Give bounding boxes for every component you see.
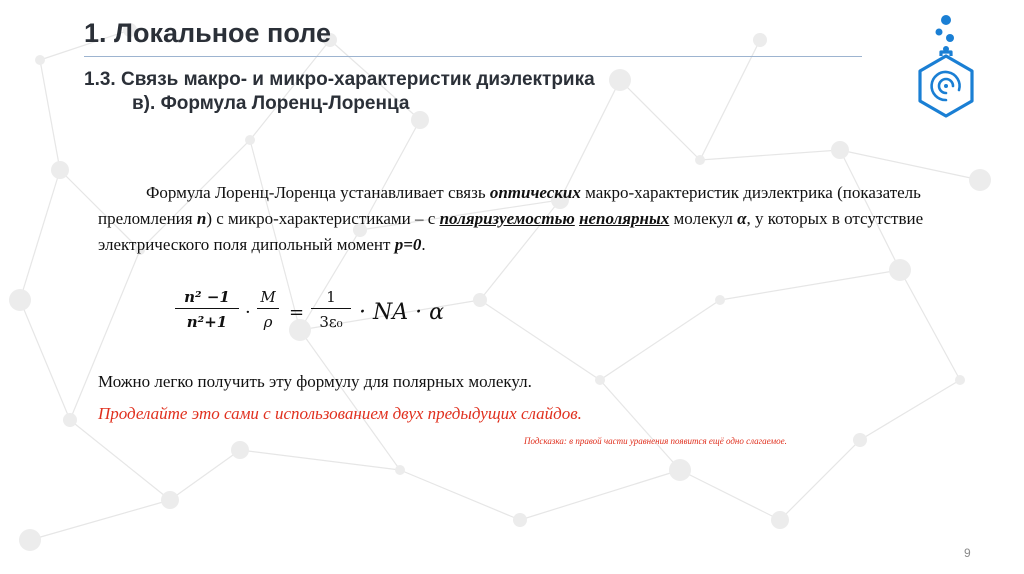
subtitle-line-2: в). Формула Лоренц-Лоренца	[132, 93, 410, 114]
network-link	[600, 380, 680, 470]
slide-subtitle	[84, 68, 595, 116]
para-emph-optical: оптических	[489, 183, 581, 202]
network-link	[400, 470, 520, 520]
para-emph-n: n	[196, 209, 207, 228]
network-link	[240, 450, 400, 470]
para-text-5: молекул	[669, 209, 738, 228]
network-node	[395, 465, 405, 475]
network-link	[20, 170, 60, 300]
network-node	[771, 511, 789, 529]
network-node	[669, 459, 691, 481]
network-link	[720, 270, 900, 300]
para-emph-polarizability: поляризуемостью	[439, 209, 575, 228]
para-emph-alpha: α	[737, 209, 747, 228]
network-node	[595, 375, 605, 385]
network-link	[40, 60, 60, 170]
network-link	[30, 500, 170, 540]
network-node	[245, 135, 255, 145]
network-node	[853, 433, 867, 447]
polar-molecules-note: Можно легко получить эту формулу для полярных молекул.	[98, 372, 532, 391]
lorentz-lorenz-description	[98, 180, 928, 258]
exercise-prompt: Проделайте это сами с использованием двух предыдущих слайдов.	[98, 404, 582, 423]
slide-title: 1. Локальное поле	[84, 18, 331, 48]
network-link	[680, 470, 780, 520]
network-link	[620, 80, 700, 160]
network-node	[753, 33, 767, 47]
hint-text: Подсказка: в правой части уравнения появится ещё одно слагаемое.	[524, 436, 787, 446]
flask-logo-icon	[910, 12, 982, 122]
network-node	[473, 293, 487, 307]
fraction-3-numerator: 1	[311, 288, 351, 309]
network-node	[51, 161, 69, 179]
network-node	[969, 169, 991, 191]
network-node	[695, 155, 705, 165]
network-link	[700, 150, 840, 160]
network-link	[900, 270, 960, 380]
network-node	[513, 513, 527, 527]
fraction-coefficient	[311, 288, 351, 331]
multiply-dot: ·	[245, 302, 251, 323]
network-link	[300, 330, 400, 470]
network-link	[480, 300, 600, 380]
para-text-7: .	[421, 235, 426, 254]
equals-sign: =	[289, 302, 305, 323]
para-text-1: Формула Лоренц-Лоренца устанавливает связь	[146, 183, 490, 202]
network-node	[831, 141, 849, 159]
network-node	[231, 441, 249, 459]
network-link	[860, 380, 960, 440]
network-link	[780, 440, 860, 520]
network-node	[9, 289, 31, 311]
fraction-1-denominator: n²+1	[186, 313, 228, 331]
subtitle-line-1: 1.3. Связь макро- и микро-характеристик диэлектрика	[84, 69, 595, 90]
para-text-6: , у которых в отсутствие электрического поля дипольный момент	[98, 209, 924, 254]
fraction-1-numerator: n² −1	[175, 288, 239, 309]
formula-rhs: · NA · α	[359, 300, 444, 325]
network-link	[20, 300, 70, 420]
para-emph-nonpolar: неполярных	[579, 209, 670, 228]
network-link	[70, 250, 140, 420]
fraction-refractive	[175, 288, 239, 331]
fraction-3-denominator: 3ε₀	[319, 313, 343, 331]
network-node	[161, 491, 179, 509]
network-node	[715, 295, 725, 305]
fraction-2-numerator: M	[257, 288, 279, 309]
network-link	[170, 450, 240, 500]
para-emph-p0: p=0	[394, 235, 422, 254]
para-text-3: ) с микро-характеристиками – с	[206, 209, 440, 228]
network-node	[609, 69, 631, 91]
network-node	[19, 529, 41, 551]
network-link	[600, 300, 720, 380]
page-number: 9	[964, 546, 971, 560]
fraction-2-denominator: ρ	[263, 313, 273, 331]
network-node	[889, 259, 911, 281]
network-link	[70, 420, 170, 500]
fraction-molar	[257, 288, 279, 331]
network-link	[840, 150, 980, 180]
network-node	[35, 55, 45, 65]
para-text-2: макро-характеристик диэлектрика (показатель преломления	[98, 183, 921, 228]
title-divider	[84, 56, 862, 57]
network-link	[700, 40, 760, 160]
network-link	[520, 470, 680, 520]
network-node	[63, 413, 77, 427]
network-node	[955, 375, 965, 385]
